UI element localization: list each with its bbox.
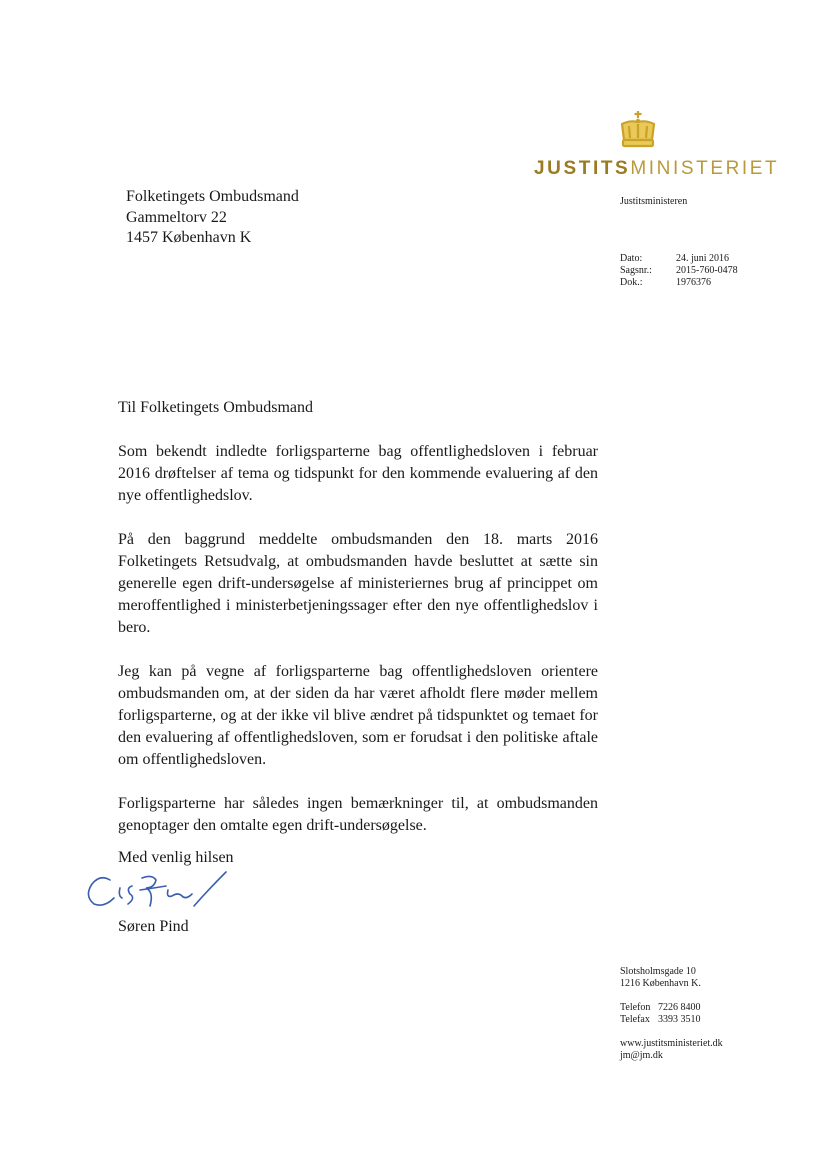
online-contact [620, 1038, 723, 1062]
phone-number: 7226 8400 [658, 1002, 701, 1013]
paragraph: Som bekendt indledte forligsparterne bag offentlighedsloven i februar 2016 drøftelser af tema og tidspunkt for den kommende evaluering af den nye offentlighedslov. [118, 443, 598, 504]
phone-numbers [620, 1002, 723, 1026]
meta-date [620, 253, 738, 265]
logo-light-text: MINISTERIET [630, 158, 780, 179]
meta-label: Dato: [620, 253, 643, 264]
meta-label: Sagsnr.: [620, 265, 652, 276]
meta-value: 24. juni 2016 [676, 253, 730, 264]
city: 1216 København K. [620, 978, 701, 989]
paragraph: Jeg kan på vegne af forligsparterne bag offentlighedsloven orientere ombudsmanden om, at der siden da har været afholdt flere møder mellem forligsparterne, og at der ikke vil blive ændret på tidspunktet og temaet for den evaluering af offentlighedsloven, som er forudsat i den politiske aftale om offentlighedsloven. [118, 663, 598, 768]
paragraph: Forligsparterne har således ingen bemærkninger til, at ombudsmanden genoptager den omtalte egen drift-undersøgelse. [118, 795, 598, 834]
phone-label: Telefon [620, 1002, 651, 1013]
document-meta [620, 253, 738, 289]
fax-label: Telefax [620, 1014, 650, 1025]
logo-bold-text: JUSTITS [534, 158, 631, 179]
recipient-line: Folketingets Ombudsmand [126, 188, 299, 205]
street: Slotsholmsgade 10 [620, 966, 696, 977]
email-link[interactable]: jm@jm.dk [620, 1050, 663, 1061]
postal-address [620, 966, 723, 990]
website-link[interactable]: www.justitsministeriet.dk [620, 1038, 723, 1049]
recipient-line: Gammeltorv 22 [126, 208, 227, 226]
recipient-line: 1457 København K [126, 229, 252, 246]
meta-value: 2015-760-0478 [676, 265, 738, 276]
letter-body [118, 397, 598, 859]
ministry-logo [534, 158, 780, 180]
paragraph: På den baggrund meddelte ombudsmanden den 18. marts 2016 Folketingets Retsudvalg, at ombudsmanden havde besluttet at sætte sin generelle egen drift-undersøgelse af ministeriernes brug af princippet om meroffentlighed i ministerbetjeningssager efter den nye offentlighedslov i bero. [118, 531, 598, 636]
recipient-address [126, 187, 299, 249]
sender-title: Justitsministeren [620, 196, 688, 207]
fax-number: 3393 3510 [658, 1014, 701, 1025]
signature [82, 866, 242, 916]
crown-icon [618, 110, 658, 150]
fax-row [620, 1014, 723, 1026]
salutation: Til Folketingets Ombudsmand [118, 399, 313, 416]
contact-block [620, 966, 723, 1074]
meta-doc [620, 277, 738, 289]
meta-value: 1976376 [676, 277, 711, 288]
signer-name: Søren Pind [118, 918, 189, 935]
phone-row [620, 1002, 723, 1014]
meta-label: Dok.: [620, 277, 643, 288]
meta-case [620, 265, 738, 277]
closing: Med venlig hilsen [118, 849, 234, 866]
